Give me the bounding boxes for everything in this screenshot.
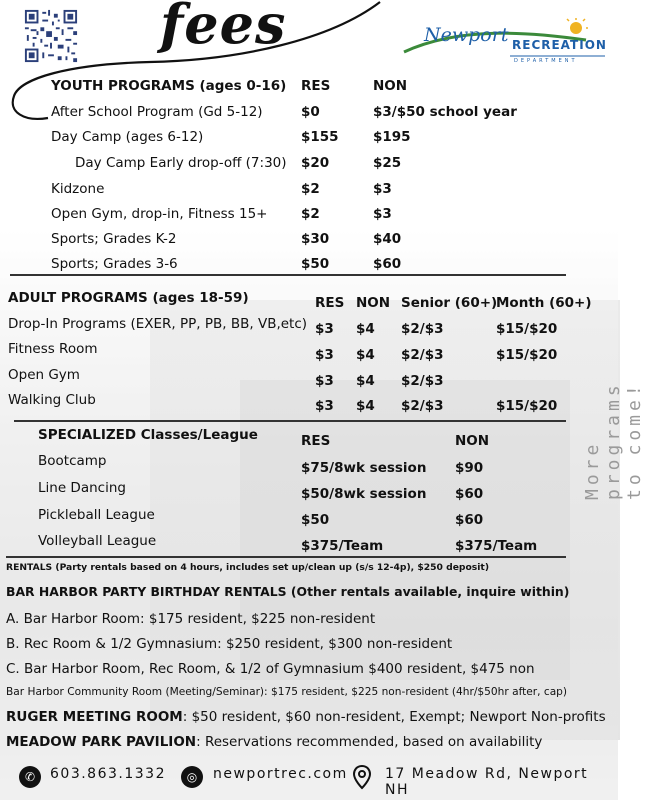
ruger-text: : $50 resident, $60 non-resident, Exempt; Newport Non-profits <box>182 709 606 725</box>
footer-phone[interactable]: 603.863.1332 <box>50 766 166 782</box>
youth-row-non: $25 <box>373 155 402 171</box>
adult-row-senior: $2/$3 <box>401 373 444 389</box>
special-row-non: $60 <box>455 486 484 502</box>
meadow-title: MEADOW PARK PAVILION <box>6 734 197 750</box>
adult-row-label: Fitness Room <box>8 341 98 357</box>
youth-header: YOUTH PROGRAMS (ages 0-16) <box>51 78 287 94</box>
youth-col-non: NON <box>373 78 408 94</box>
rentals-note: RENTALS (Party rentals based on 4 hours, includes set up/clean up (s/s 12-4p), $250 deposit) <box>6 562 490 573</box>
divider <box>14 420 566 422</box>
youth-row-non: $60 <box>373 256 402 272</box>
adult-row-res: $3 <box>315 398 334 414</box>
adult-header: ADULT PROGRAMS (ages 18-59) <box>8 290 249 306</box>
youth-col-res: RES <box>301 78 331 94</box>
adult-row-senior: $2/$3 <box>401 347 444 363</box>
adult-col-senior: Senior (60+) <box>401 295 498 311</box>
youth-row-res: $0 <box>301 104 320 120</box>
special-row-non: $375/Team <box>455 538 538 554</box>
adult-row-non: $4 <box>356 321 375 337</box>
adult-row-res: $3 <box>315 321 334 337</box>
youth-row-res: $30 <box>301 231 330 247</box>
adult-col-month: Month (60+) <box>496 295 592 311</box>
youth-row-label: Kidzone <box>51 181 105 197</box>
youth-row-non: $3 <box>373 206 392 222</box>
special-row-non: $90 <box>455 460 484 476</box>
rental-option: A. Bar Harbor Room: $175 resident, $225 non-resident <box>6 611 376 627</box>
special-row-label: Pickleball League <box>38 507 155 523</box>
special-row-res: $375/Team <box>301 538 384 554</box>
youth-row-res: $50 <box>301 256 330 272</box>
side-text: More programs to come! <box>582 381 645 500</box>
adult-col-res: RES <box>315 295 345 311</box>
special-row-label: Line Dancing <box>38 480 126 496</box>
ruger-title: RUGER MEETING ROOM <box>6 709 183 725</box>
adult-row-month: $15/$20 <box>496 347 558 363</box>
meadow-text: : Reservations recommended, based on availability <box>196 734 543 750</box>
location-pin-icon <box>352 764 372 790</box>
youth-row-res: $2 <box>301 206 320 222</box>
youth-row-res: $20 <box>301 155 330 171</box>
special-row-res: $50 <box>301 512 330 528</box>
special-col-res: RES <box>301 433 331 449</box>
youth-row-label: Sports; Grades 3-6 <box>51 256 178 272</box>
youth-row-non: $195 <box>373 129 411 145</box>
footer-address: 17 Meadow Rd, Newport NH <box>385 766 589 798</box>
youth-row-label: Day Camp (ages 6-12) <box>51 129 204 145</box>
adult-col-non: NON <box>356 295 391 311</box>
youth-row-res: $155 <box>301 129 339 145</box>
adult-row-label: Walking Club <box>8 392 96 408</box>
special-row-label: Bootcamp <box>38 453 107 469</box>
phone-icon: ✆ <box>19 766 41 788</box>
special-row-res: $75/8wk session <box>301 460 427 476</box>
rental-option: C. Bar Harbor Room, Rec Room, & 1/2 of Gymnasium $400 resident, $475 non <box>6 661 535 677</box>
adult-row-senior: $2/$3 <box>401 398 444 414</box>
adult-row-month: $15/$20 <box>496 321 558 337</box>
youth-row-non: $40 <box>373 231 402 247</box>
page-title: fees <box>160 0 287 56</box>
meadow-line <box>6 734 542 750</box>
ruger-line <box>6 709 606 725</box>
newport-recreation-logo <box>400 18 610 68</box>
adult-row-res: $3 <box>315 373 334 389</box>
youth-row-non: $3 <box>373 181 392 197</box>
bar-harbor-title: BAR HARBOR PARTY BIRTHDAY RENTALS (Other rentals available, inquire within) <box>6 584 570 599</box>
logo-name: Newport <box>424 24 509 46</box>
special-col-non: NON <box>455 433 490 449</box>
youth-row-label: Day Camp Early drop-off (7:30) <box>75 155 287 171</box>
adult-row-senior: $2/$3 <box>401 321 444 337</box>
adult-row-non: $4 <box>356 373 375 389</box>
community-room-text: Bar Harbor Community Room (Meeting/Seminar): $175 resident, $225 non-resident (4hr/$50hr after, cap) <box>6 686 568 698</box>
youth-row-label: After School Program (Gd 5-12) <box>51 104 263 120</box>
globe-icon: ◎ <box>181 766 203 788</box>
adult-row-non: $4 <box>356 398 375 414</box>
special-row-label: Volleyball League <box>38 533 157 549</box>
adult-row-label: Drop-In Programs (EXER, PP, PB, BB, VB,etc) <box>8 316 308 332</box>
special-header: SPECIALIZED Classes/League <box>38 427 258 443</box>
adult-row-res: $3 <box>315 347 334 363</box>
divider <box>10 274 566 276</box>
footer-website[interactable]: newportrec.com <box>213 766 348 782</box>
youth-row-label: Sports; Grades K-2 <box>51 231 177 247</box>
adult-row-month: $15/$20 <box>496 398 558 414</box>
logo-tag: DEPARTMENT <box>514 58 578 64</box>
logo-sub: RECREATION <box>512 38 607 52</box>
adult-row-non: $4 <box>356 347 375 363</box>
youth-row-label: Open Gym, drop-in, Fitness 15+ <box>51 206 268 222</box>
youth-row-non: $3/$50 school year <box>373 104 517 120</box>
adult-row-label: Open Gym <box>8 367 80 383</box>
special-row-res: $50/8wk session <box>301 486 427 502</box>
special-row-non: $60 <box>455 512 484 528</box>
youth-row-res: $2 <box>301 181 320 197</box>
rental-option: B. Rec Room & 1/2 Gymnasium: $250 resident, $300 non-resident <box>6 636 453 652</box>
divider <box>6 556 566 558</box>
